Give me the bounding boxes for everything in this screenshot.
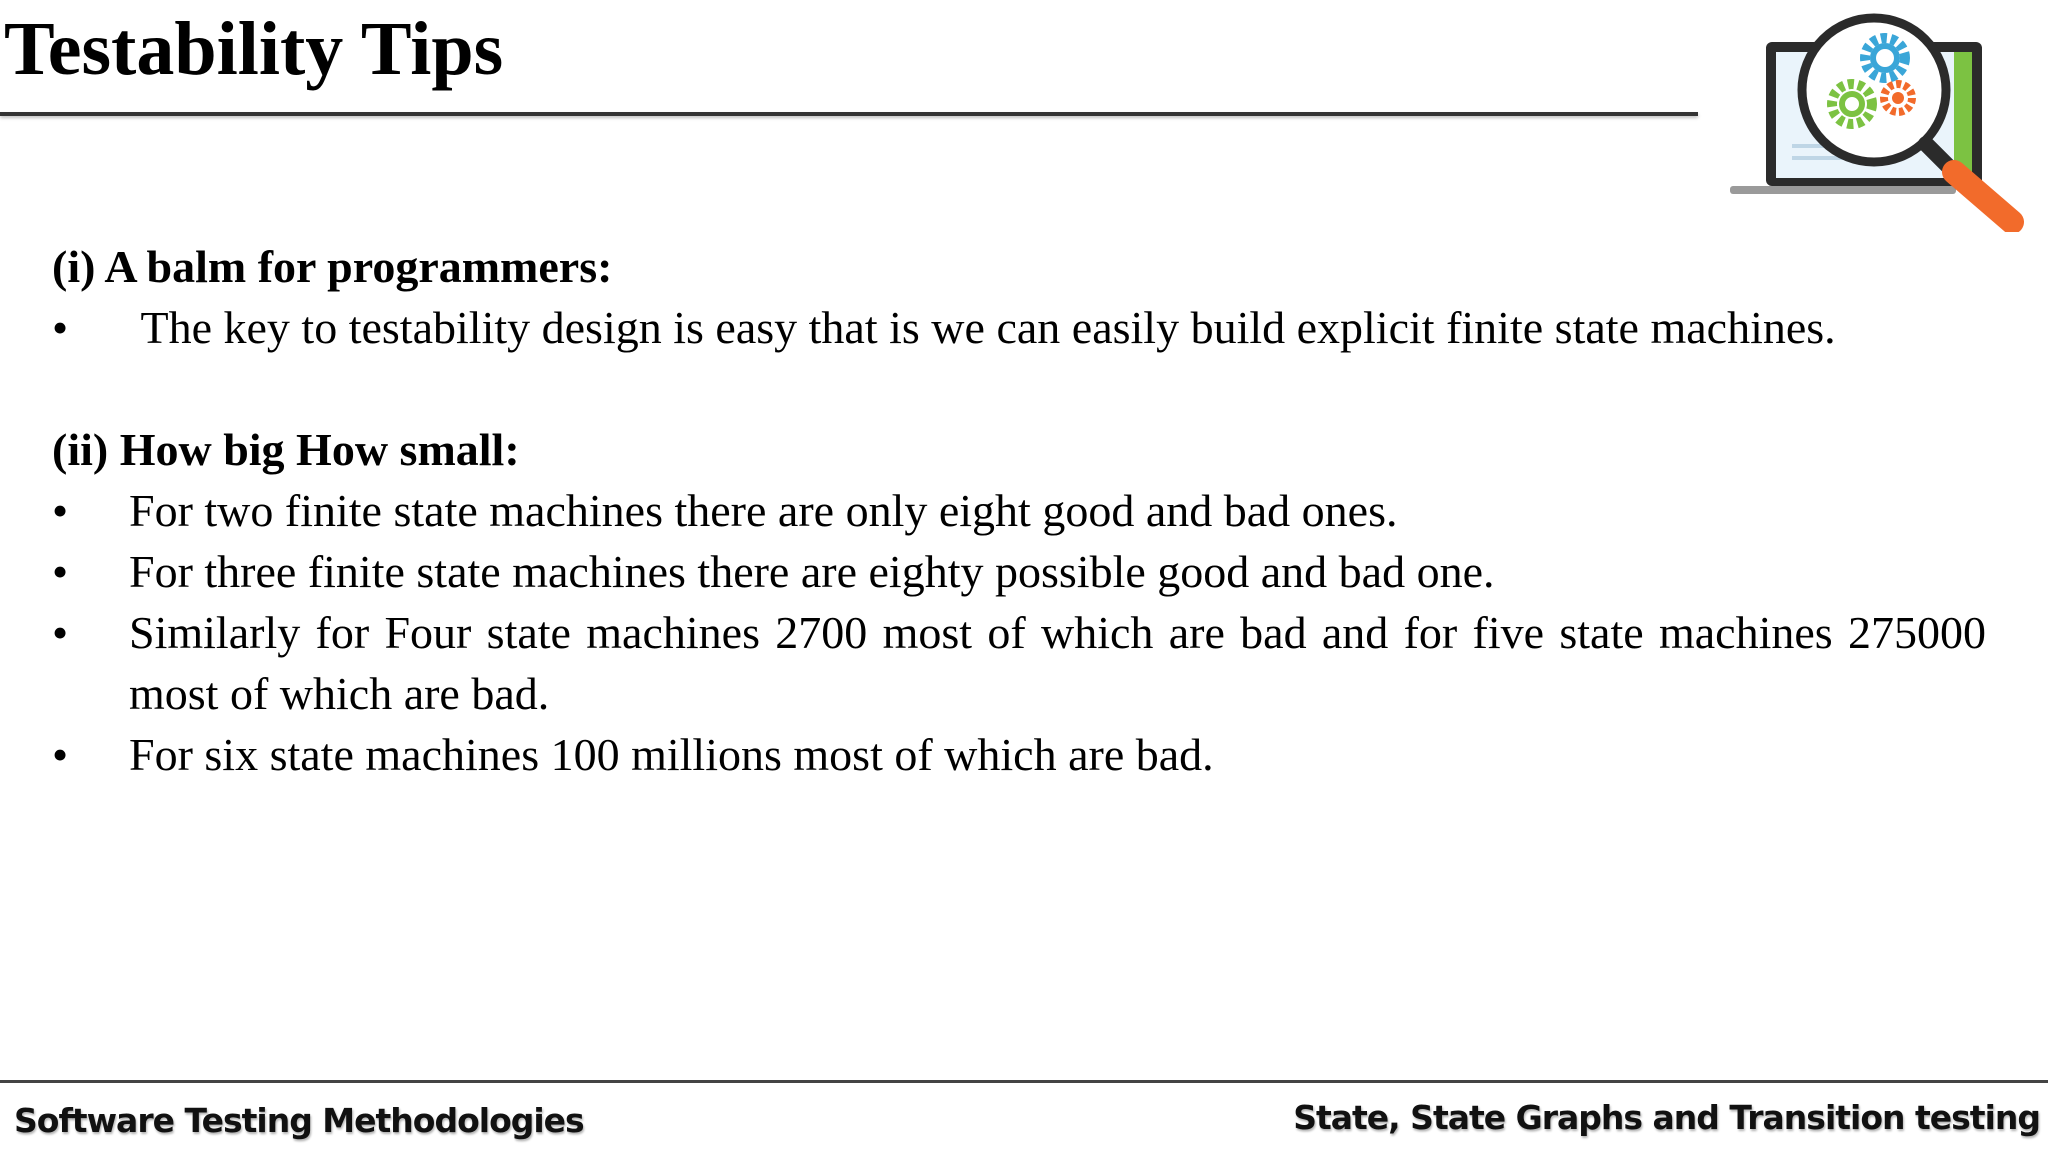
bullet-marker: • [52, 607, 69, 658]
section-balm [52, 236, 1986, 358]
bullet-text: For six state machines 100 millions most of which are bad. [129, 729, 1214, 780]
section-heading: (ii) How big How small: [52, 424, 520, 475]
magnifier-handle [1954, 172, 2012, 222]
footer-topic-title: State, State Graphs and Transition testing [1293, 1098, 2040, 1137]
laptop-magnifier-gears-icon [1722, 6, 2028, 232]
list-item [52, 541, 1986, 602]
bullet-text: The key to testability design is easy that is we can easily build explicit finite state machines. [129, 302, 1836, 353]
footer-divider [0, 1080, 2048, 1083]
list-item [52, 297, 1986, 358]
laptop-base [1730, 186, 1956, 194]
section-heading: (i) A balm for programmers: [52, 241, 613, 292]
bullet-marker: • [52, 729, 69, 780]
bullet-list [52, 480, 1986, 785]
list-item [52, 602, 1986, 724]
list-item [52, 724, 1986, 785]
bullet-text: For three finite state machines there are eighty possible good and bad one. [129, 546, 1495, 597]
screen-accent [1954, 52, 1972, 178]
bullet-list [52, 297, 1986, 358]
list-item [52, 480, 1986, 541]
slide-title: Testability Tips [4, 7, 504, 91]
bullet-marker: • [52, 546, 69, 597]
slide-content [52, 236, 1986, 785]
title-divider [0, 112, 1698, 116]
footer-course-title: Software Testing Methodologies [14, 1101, 584, 1140]
section-how-big [52, 419, 1986, 785]
bullet-text: Similarly for Four state machines 2700 most of which are bad and for five state machines 275000 most of which are bad. [129, 607, 1986, 719]
section-spacer [52, 358, 1986, 419]
bullet-marker: • [52, 302, 69, 353]
bullet-text: For two finite state machines there are only eight good and bad ones. [129, 485, 1398, 536]
bullet-marker: • [52, 485, 69, 536]
